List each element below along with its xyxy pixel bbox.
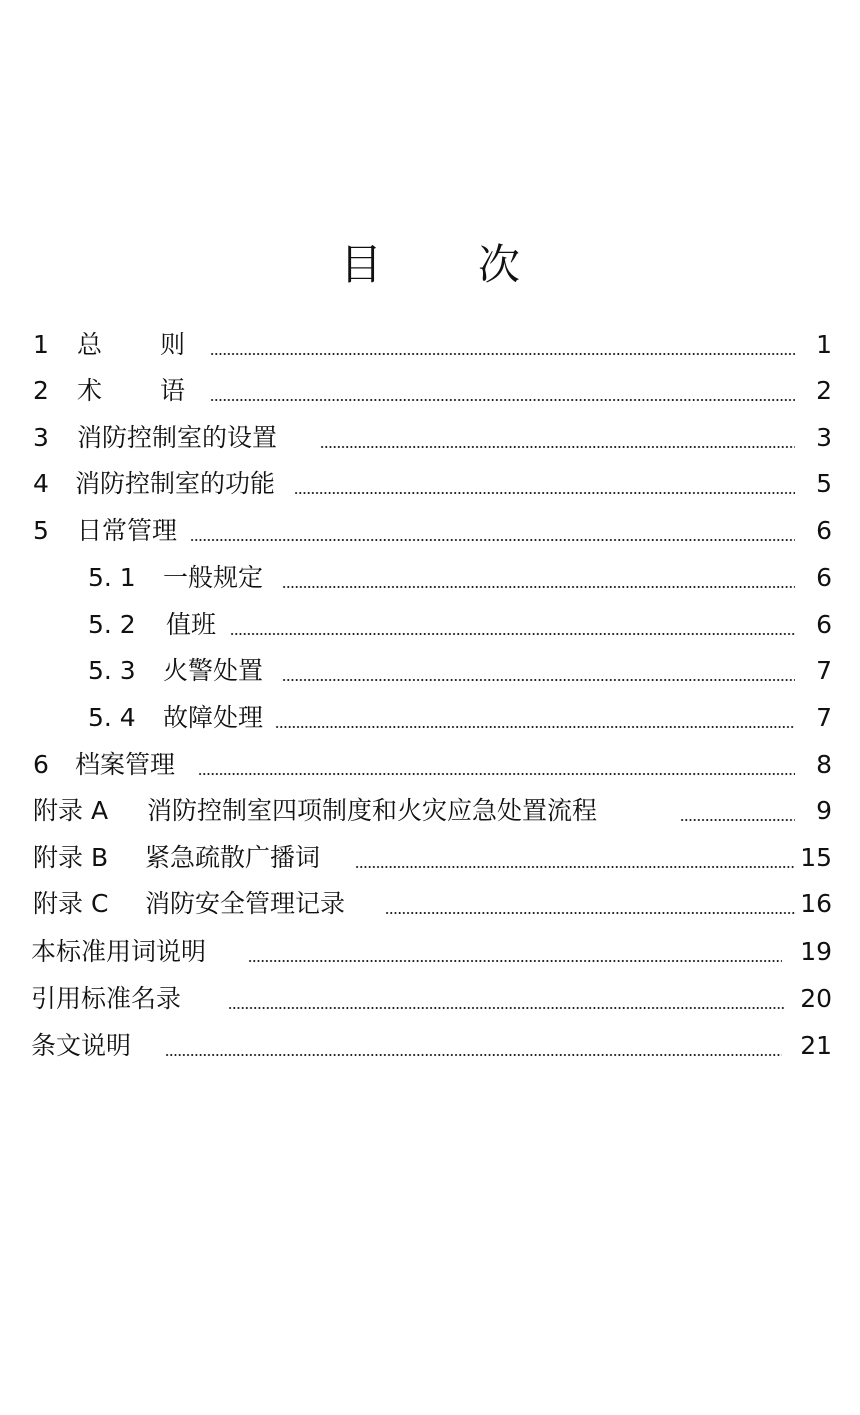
leader-dots <box>282 679 795 681</box>
toc-entry-label: 引用标准名录 <box>31 984 182 1013</box>
toc-entry-number: 附录 A <box>33 796 109 825</box>
toc-entry-label: 消防控制室四项制度和火灾应急处置流程 <box>147 796 598 825</box>
toc-entry-number: 6 <box>33 750 49 779</box>
leader-dots <box>320 446 795 448</box>
toc-entry[interactable] <box>0 602 860 648</box>
toc-entry-label: 档案管理 <box>75 750 176 779</box>
toc-entry[interactable] <box>0 461 860 507</box>
leader-dots <box>355 866 795 868</box>
toc-entry[interactable] <box>0 555 860 601</box>
toc-entry[interactable] <box>0 415 860 461</box>
toc-entry-label: 条文说明 <box>31 1031 132 1060</box>
toc-entry-number: 附录 B <box>33 843 109 872</box>
toc-entry[interactable] <box>0 1023 860 1069</box>
toc-entry-label: 术 语 <box>77 376 186 405</box>
toc-entry-page: 16 <box>800 889 832 918</box>
toc-entry-page: 20 <box>800 984 832 1013</box>
toc-entry-page: 15 <box>800 843 832 872</box>
leader-dots <box>165 1054 782 1056</box>
toc-entry-page: 8 <box>816 750 832 779</box>
toc-entry-label: 值班 <box>166 610 217 639</box>
leader-dots <box>385 912 795 914</box>
toc-entry-number: 4 <box>33 469 49 498</box>
toc-entry-number: 5 <box>33 516 49 545</box>
toc-entry-page: 2 <box>816 376 832 405</box>
toc-entry-page: 19 <box>800 937 832 966</box>
toc-entry-label: 一般规定 <box>163 563 264 592</box>
toc-entry[interactable] <box>0 835 860 881</box>
toc-entry-number: 附录 C <box>33 889 109 918</box>
toc-entry-page: 7 <box>816 656 832 685</box>
toc-entry-page: 6 <box>816 516 832 545</box>
leader-dots <box>210 353 795 355</box>
toc-entry-number: 5. 2 <box>88 610 136 639</box>
leader-dots <box>198 773 795 775</box>
leader-dots <box>275 726 795 728</box>
toc-entry-label: 火警处置 <box>163 656 264 685</box>
leader-dots <box>248 960 782 962</box>
toc-entry[interactable] <box>0 368 860 414</box>
toc-entry-page: 6 <box>816 610 832 639</box>
toc-entry-label: 紧急疏散广播词 <box>145 843 321 872</box>
toc-entry[interactable] <box>0 322 860 368</box>
toc-entry-label: 日常管理 <box>77 516 178 545</box>
toc-entry-label: 消防控制室的功能 <box>75 469 276 498</box>
toc-entry-number: 5. 3 <box>88 656 136 685</box>
toc-entry[interactable] <box>0 742 860 788</box>
toc-entry-page: 6 <box>816 563 832 592</box>
toc-entry[interactable] <box>0 976 860 1022</box>
title-char-1: 目 <box>339 240 382 289</box>
toc-entry[interactable] <box>0 788 860 834</box>
leader-dots <box>282 586 795 588</box>
toc-entry[interactable] <box>0 695 860 741</box>
toc-entry-label: 本标准用词说明 <box>31 937 207 966</box>
toc-entry-label: 消防控制室的设置 <box>77 423 278 452</box>
toc-entry[interactable] <box>0 648 860 694</box>
toc-entry-page: 7 <box>816 703 832 732</box>
leader-dots <box>680 819 795 821</box>
toc-entry-number: 5. 1 <box>88 563 136 592</box>
leader-dots <box>190 539 795 541</box>
leader-dots <box>230 633 795 635</box>
leader-dots <box>228 1007 785 1009</box>
toc-entry-page: 9 <box>816 796 832 825</box>
toc-entry-number: 3 <box>33 423 49 452</box>
toc-entry[interactable] <box>0 508 860 554</box>
leader-dots <box>210 399 795 401</box>
toc-title <box>0 232 860 292</box>
leader-dots <box>294 492 795 494</box>
toc-entry-page: 5 <box>816 469 832 498</box>
toc-entry[interactable] <box>0 929 860 975</box>
toc-entry-label: 故障处理 <box>163 703 264 732</box>
toc-entry-number: 2 <box>33 376 49 405</box>
toc-entry-label: 消防安全管理记录 <box>145 889 346 918</box>
toc-entry-number: 5. 4 <box>88 703 136 732</box>
toc-entry-label: 总 则 <box>77 330 186 359</box>
toc-entry-number: 1 <box>33 330 49 359</box>
toc-entry-page: 1 <box>816 330 832 359</box>
toc-entry-page: 3 <box>816 423 832 452</box>
title-char-2: 次 <box>478 240 521 289</box>
toc-entry[interactable] <box>0 881 860 927</box>
toc-entry-page: 21 <box>800 1031 832 1060</box>
